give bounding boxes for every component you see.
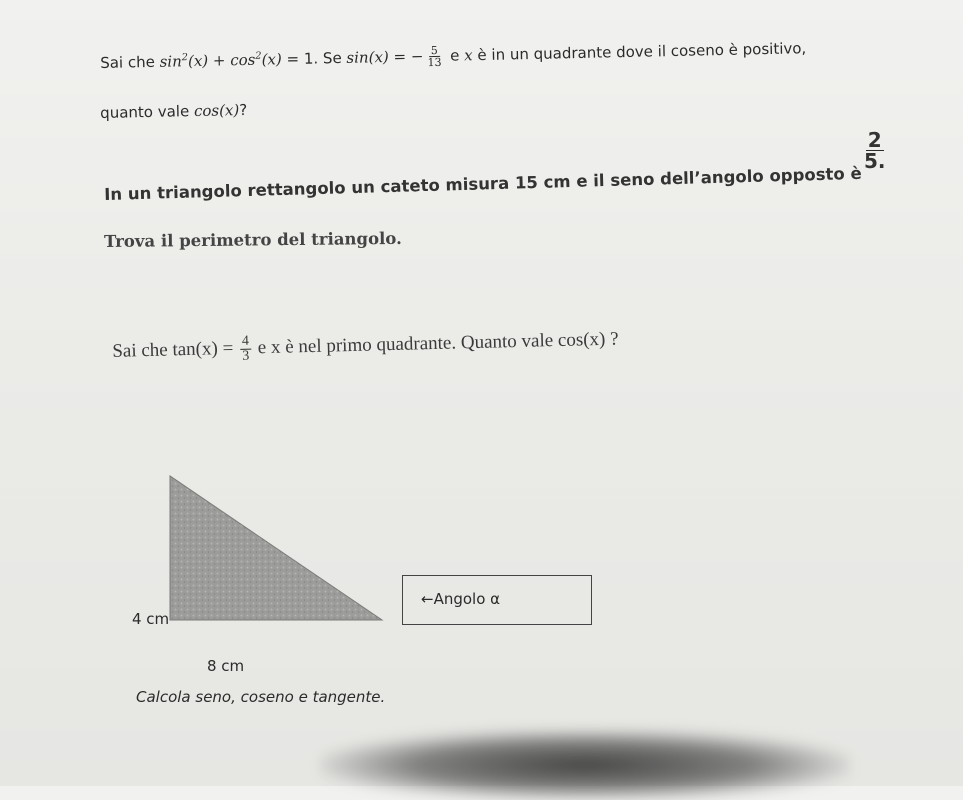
cos-expression-2: cos(x) [557,328,606,351]
sin-value-rest: e [445,46,465,65]
identity-rest: = 1. Se [281,48,347,69]
variable-x: x [464,46,473,65]
problem1-question-suffix: ? [239,100,248,120]
tan-fraction: $\frac{4}{3}$ [241,333,250,364]
problem1-intro: Sai che [100,52,160,72]
problem2-line1: In un triangolo rettangolo un cateto misura 15 cm e il seno dell’angolo opposto è [104,163,862,204]
sin-expression: sin(x) = − [346,47,424,67]
cos-expression: cos(x) [193,101,240,121]
angle-label: ←Angolo α [421,590,501,608]
problem3-line [112,326,619,367]
triangle-svg [168,470,388,630]
triangle-shape [170,476,382,620]
side-vertical-label: 4 cm [132,610,170,628]
sin-fraction: $\frac{5}{13}$ [427,43,442,70]
problem1-question-prefix: quanto vale [100,102,195,122]
problem1-line1 [100,37,806,75]
problem4-instruction: Calcola seno, coseno e tangente. [136,688,386,706]
problem3-suffix: ? [605,328,619,350]
tan-expression: tan(x) [172,338,219,361]
right-triangle-figure [168,470,388,630]
problem3-equals: = [217,337,239,360]
problem2-line2: Trova il perimetro del triangolo. [104,228,402,251]
side-horizontal-label: 8 cm [207,657,245,675]
problem2-fraction: $\frac{2}{5.}$ [864,128,886,173]
angle-label-box [402,575,592,625]
problem1-line2 [100,101,247,122]
problem3-prefix: Sai che [112,339,173,362]
problem3-middle: e x è nel primo quadrante. Quanto vale [252,329,559,359]
photo-shadow [320,730,850,800]
identity-expression: $\sin^2(x) + \cos^2(x)$ [159,50,282,71]
problem1-condition: è in un quadrante dove il coseno è positivo, [472,39,807,65]
